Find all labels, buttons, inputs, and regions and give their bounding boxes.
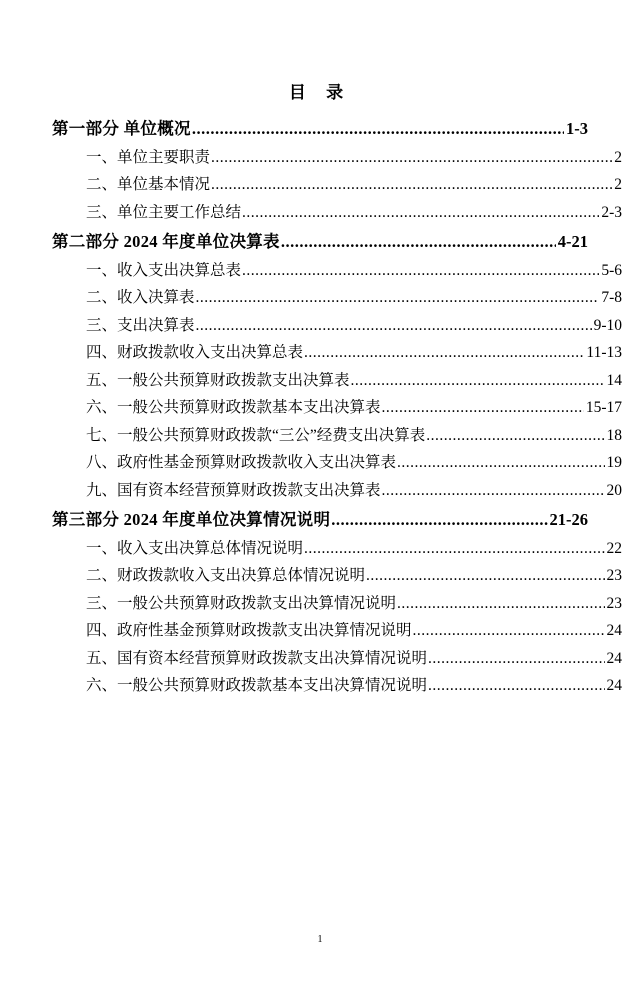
toc-entry-label: 三、支出决算表 [86,316,195,334]
toc-leader-dots [196,318,592,334]
toc-entry-label: 三、单位主要工作总结 [86,203,242,221]
page-title: 目 录 [288,83,352,102]
toc-entry-page: 18 [606,426,622,444]
footer-page-number: 1 [317,934,323,945]
toc-entry-page: 14 [606,371,622,389]
table-of-contents [52,119,622,694]
toc-entry-page: 4-21 [557,232,588,251]
toc-entry[interactable] [52,541,622,557]
toc-entry-page: 24 [606,622,622,639]
toc-entry-label: 二、单位基本情况 [86,176,211,193]
toc-entry-page: 19 [606,454,622,471]
toc-entry-label: 六、一般公共预算财政拨款基本支出决算情况说明 [86,677,428,694]
toc-entry-label: 九、国有资本经营预算财政拨款支出决算表 [86,481,381,499]
toc-leader-dots [281,234,556,251]
toc-entry-page: 9-10 [593,316,622,334]
toc-leader-dots [242,205,599,221]
toc-entry-page: 23 [606,567,622,584]
toc-leader-dots [192,121,564,138]
toc-entry[interactable] [52,345,622,361]
toc-entry-page: 11-13 [586,344,622,361]
toc-leader-dots [413,623,605,639]
toc-entry-page: 7-8 [601,289,622,306]
toc-leader-dots [428,651,604,667]
toc-entry[interactable] [52,651,622,667]
toc-entry-page: 1-3 [566,119,588,138]
toc-entry-label: 第二部分 2024 年度单位决算表 [52,232,280,251]
toc-entry-label: 一、收入支出决算总表 [86,261,242,279]
toc-entry[interactable] [52,483,622,499]
toc-entry-label: 二、财政拨款收入支出决算总体情况说明 [86,567,366,584]
toc-leader-dots [242,263,599,279]
toc-entry-label: 六、一般公共预算财政拨款基本支出决算表 [86,399,381,416]
toc-entry-label: 五、国有资本经营预算财政拨款支出决算情况说明 [86,649,428,667]
toc-leader-dots [304,345,584,361]
toc-leader-dots [211,150,612,166]
toc-entry-page: 24 [606,649,622,667]
toc-entry-label: 八、政府性基金预算财政拨款收入支出决算表 [86,454,397,471]
toc-entry[interactable] [52,121,588,138]
toc-entry[interactable] [52,263,622,279]
toc-entry-page: 22 [606,539,622,557]
toc-entry-label: 一、单位主要职责 [86,148,211,166]
toc-leader-dots [382,483,605,499]
toc-leader-dots [397,455,604,471]
toc-leader-dots [196,290,600,306]
toc-entry[interactable] [52,623,622,639]
toc-entry[interactable] [52,234,588,251]
toc-entry[interactable] [52,568,622,584]
toc-entry[interactable] [52,596,622,612]
toc-entry-label: 四、财政拨款收入支出决算总表 [86,344,304,361]
toc-entry[interactable] [52,512,588,529]
toc-entry-label: 第三部分 2024 年度单位决算情况说明 [52,510,331,529]
toc-leader-dots [351,373,605,389]
toc-entry-page: 20 [606,481,622,499]
toc-entry-page: 2 [614,148,622,166]
toc-entry-label: 三、一般公共预算财政拨款支出决算情况说明 [86,594,397,612]
toc-entry-page: 5-6 [601,261,622,279]
toc-entry-label: 第一部分 单位概况 [52,119,191,138]
toc-leader-dots [428,678,604,694]
toc-entry-page: 24 [606,677,622,694]
toc-entry[interactable] [52,150,622,166]
toc-entry-label: 五、一般公共预算财政拨款支出决算表 [86,371,350,389]
toc-entry[interactable] [52,678,622,694]
toc-leader-dots [382,400,584,416]
toc-entry[interactable] [52,455,622,471]
toc-leader-dots [426,428,604,444]
toc-leader-dots [331,512,547,529]
toc-entry-label: 一、收入支出决算总体情况说明 [86,539,304,557]
toc-entry-page: 23 [606,594,622,612]
toc-entry-page: 2 [614,176,622,193]
toc-entry[interactable] [52,177,622,193]
toc-entry[interactable] [52,428,622,444]
toc-entry-label: 四、政府性基金预算财政拨款支出决算情况说明 [86,622,412,639]
toc-leader-dots [211,177,612,193]
toc-entry[interactable] [52,205,622,221]
toc-leader-dots [366,568,604,584]
toc-entry-label: 七、一般公共预算财政拨款“三公”经费支出决算表 [86,426,426,444]
toc-entry[interactable] [52,290,622,306]
toc-entry[interactable] [52,318,622,334]
toc-leader-dots [397,596,604,612]
document-page [0,78,640,983]
toc-entry-page: 21-26 [549,510,588,529]
toc-leader-dots [304,541,604,557]
toc-entry[interactable] [52,373,622,389]
toc-entry-label: 二、收入决算表 [86,289,195,306]
toc-entry-page: 15-17 [585,399,622,416]
toc-entry[interactable] [52,400,622,416]
toc-entry-page: 2-3 [601,203,622,221]
